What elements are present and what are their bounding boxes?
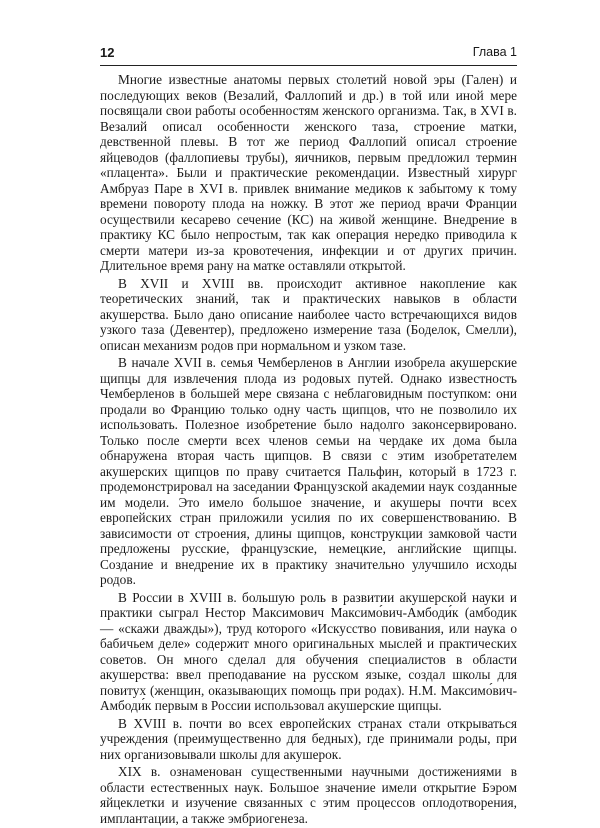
paragraph: В начале XVII в. семья Чемберленов в Англии изобрела акушерские щипцы для извлечения плода из родовых путей. Однако известность Чемберленов в большей мере связана с неблаговидным поступком: они продали во Францию только одну часть щипцов, что не позволило их использовать. Полезное изобретение было надолго законсервировано. Только после смерти всех членов семьи на чердаке их дома была обнаружена вторая часть щипцов. В связи с этим изобретателем акушерских щипцов по праву считается Пальфин, который в 1723 г. продемонстрировал на заседании Французской академии наук созданные им модели. Это имело большое значение, и акушеры почти всех европейских стран приложили усилия по их совершенствованию. В зависимости от строения, длины щипцов, конструкции замковой части предложены русские, французские, немецкие, английские щипцы. Создание и внедрение их в практику значительно улучшило исходы родов. bbox=[100, 355, 517, 587]
paragraph: XIX в. ознаменован существенными научными достижениями в области естественных наук. Большое значение имели открытие Бэром яйцеклетки и изучение связанных с этим процессов оплодотворения, имплантации, а также эмбриогенеза. bbox=[100, 764, 517, 826]
body-text bbox=[100, 72, 517, 828]
paragraph: В XVIII в. почти во всех европейских странах стали открываться учреждения (преимущественно для бедных), где принимали роды, при них организовывали школы для акушерок. bbox=[100, 715, 517, 762]
page-number: 12 bbox=[100, 45, 115, 60]
chapter-title: Глава 1 bbox=[472, 45, 517, 59]
paragraph: В XVII и XVIII вв. происходит активное накопление как теоретических знаний, так и практических навыков в области акушерства. Было дано описание наиболее часто встречающихся видов узкого таза (Девентер), предложено измерение таза (Боделок, Смелли), описан механизм родов при нормальном и узком тазе. bbox=[100, 275, 517, 353]
running-header bbox=[100, 45, 517, 63]
paragraph: В России в XVIII в. большую роль в развитии акушерской науки и практики сыграл Нестор Максимович Максимо́вич-Амбоди́к (амбодик — «скажи дважды»), труд которого «Искусство повивания, или наука о бабичьем деле» содержит много оригинальных мыслей и практических советов. Он много сделал для обучения специалистов в области акушерства: ввел преподавание на русском языке, создал школы для повитух (женщин, оказывающих помощь при родах). Н.М. Максимо́вич-Амбоди́к первым в России использовал акушерские щипцы. bbox=[100, 589, 517, 713]
paragraph: Многие известные анатомы первых столетий новой эры (Гален) и последующих веков (Везалий, Фаллопий и др.) в той или иной мере посвящали свои работы особенностям женского организма. Так, в XVI в. Везалий описал особенности женского таза, строение матки, девственной плевы. В тот же период Фаллопий описал строение яйцеводов (фаллопиевы трубы), яичников, первым предложил термин «плацента». Были и практические рекомендации. Известный хирург Амбруаз Паре в XVI в. привлек внимание медиков к забытому к тому времени повороту плода на ножку. В этот же период врачи Франции осуществили кесарево сечение (КС) на живой женщине. Внедрение в практику КС было непростым, так как операция нередко приводила к смерти матери из-за кровотечения, инфекции и от других причин. Длительное время рану на матке оставляли открытой. bbox=[100, 72, 517, 273]
header-rule bbox=[100, 65, 517, 66]
